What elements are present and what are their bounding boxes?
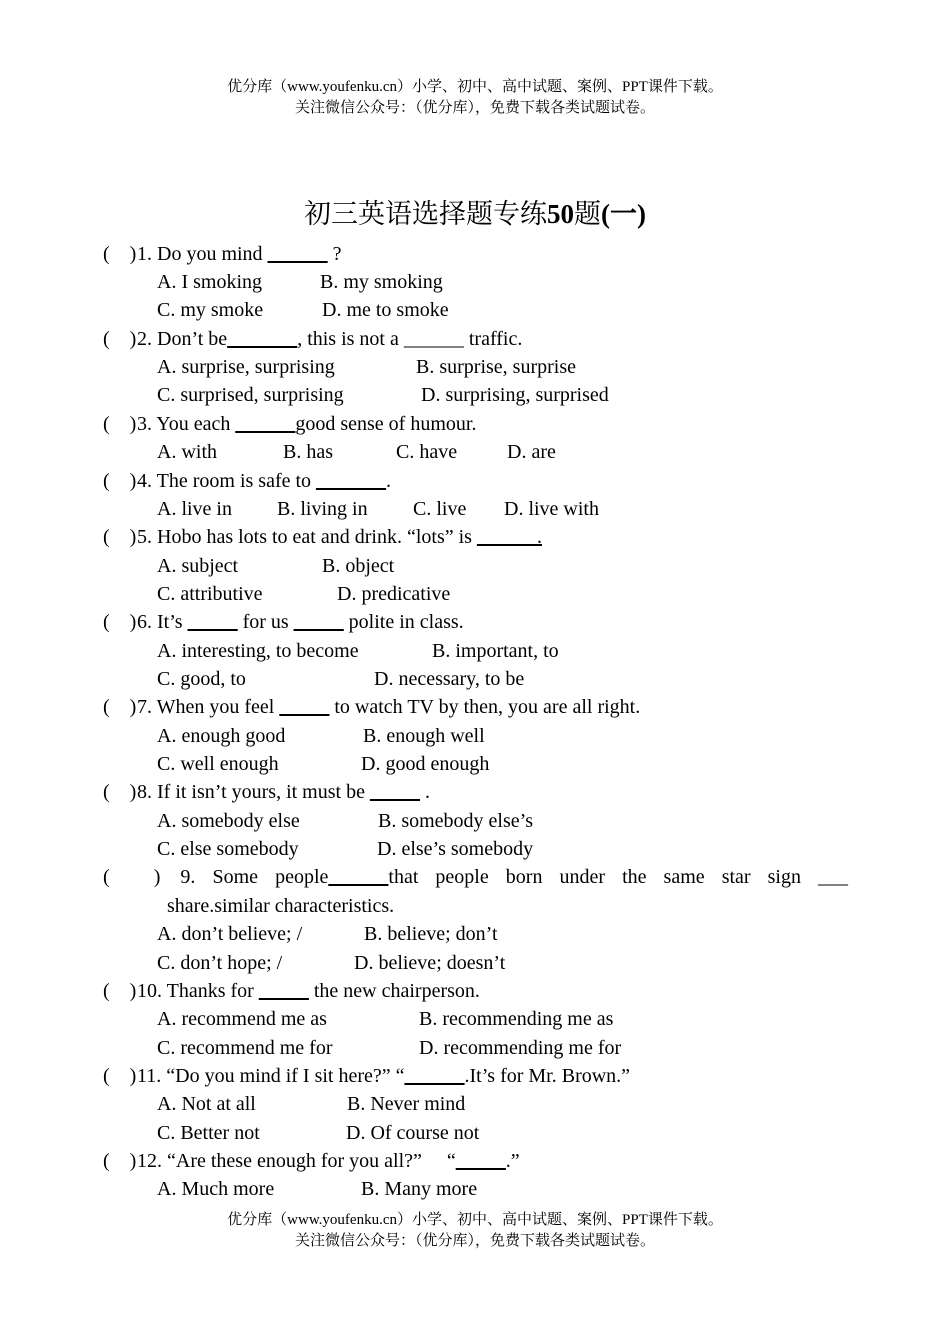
question-stem: 11. “Do you mind if I sit here?” “ — [137, 1065, 405, 1087]
question-stem-end: polite in class. — [343, 611, 464, 633]
option-c: C. good, to — [157, 668, 246, 690]
question-blank-2: _____ — [293, 611, 344, 633]
option-b: B. enough well — [363, 725, 485, 747]
option-c: C. have — [396, 441, 458, 463]
option-a: A. Not at all — [157, 1093, 256, 1115]
question-5 — [103, 523, 848, 551]
page-footer — [0, 1210, 950, 1252]
option-c: C. my smoke — [157, 299, 264, 321]
question-blank: _______ — [227, 328, 298, 350]
option-b: B. somebody else’s — [378, 810, 533, 832]
header-line-2: 关注微信公众号：（优分库），免费下载各类试题试卷。 — [294, 100, 655, 116]
question-stem: 5. Hobo has lots to eat and drink. “lots” is — [137, 526, 477, 548]
page-header — [0, 77, 950, 119]
option-d: D. recommending me for — [419, 1037, 622, 1059]
question-stem-end: , this is not a ______ traffic. — [297, 328, 523, 350]
option-c: C. don’t hope; / — [157, 952, 283, 974]
question-stem-end: that people born under the same star sign ___ — [388, 866, 848, 888]
question-9-continuation: share.similar characteristics. — [167, 895, 395, 917]
question-blank: _____ — [187, 611, 238, 633]
question-2 — [103, 325, 848, 353]
question-9 — [103, 863, 848, 891]
question-stem: 6. It’s — [137, 611, 188, 633]
question-stem: 12. “Are these enough for you all?” “ — [137, 1150, 456, 1172]
question-blank: _____ — [369, 781, 420, 803]
question-stem-end: to watch TV by then, you are all right. — [329, 696, 641, 718]
option-a: A. recommend me as — [157, 1008, 327, 1030]
answer-bracket[interactable]: ( ) — [103, 328, 137, 350]
question-stem: 7. When you feel — [137, 696, 280, 718]
question-stem-mid: for us — [237, 611, 294, 633]
option-d: D. Of course not — [346, 1122, 480, 1144]
question-4 — [103, 467, 848, 495]
option-c: C. well enough — [157, 753, 279, 775]
option-b: B. recommending me as — [419, 1008, 614, 1030]
option-a: A. with — [157, 441, 217, 463]
option-c: C. surprised, surprising — [157, 384, 344, 406]
question-blank: ______ — [235, 413, 296, 435]
option-d: D. live with — [504, 498, 599, 520]
option-d: D. good enough — [361, 753, 490, 775]
question-1 — [103, 240, 848, 268]
question-stem-end: .” — [505, 1150, 520, 1172]
option-a: A. don’t believe; / — [157, 923, 303, 945]
question-stem-end: good sense of humour. — [295, 413, 477, 435]
title-unit: 题 — [574, 199, 601, 229]
option-a: A. subject — [157, 555, 239, 577]
option-d: D. believe; doesn’t — [354, 952, 506, 974]
option-d: D. me to smoke — [322, 299, 449, 321]
option-d: D. else’s somebody — [377, 838, 534, 860]
question-blank: ______ — [267, 243, 328, 265]
option-d: D. surprising, surprised — [421, 384, 609, 406]
option-a: A. I smoking — [157, 271, 262, 293]
option-c: C. attributive — [157, 583, 263, 605]
answer-bracket[interactable]: ( ) — [103, 980, 137, 1002]
question-stem-end: the new chairperson. — [308, 980, 480, 1002]
answer-bracket[interactable]: ( ) — [103, 1065, 137, 1087]
question-stem-end: ? — [327, 243, 342, 265]
question-blank: _____ — [258, 980, 309, 1002]
page-title — [0, 192, 950, 231]
title-number: 50 — [547, 199, 574, 229]
option-b: B. surprise, surprise — [416, 356, 576, 378]
question-blank: ______. — [476, 526, 542, 548]
option-c: C. live — [413, 498, 467, 520]
answer-bracket[interactable]: ( ) — [103, 526, 137, 548]
footer-line-1: 优分库（www.youfenku.cn）小学、初中、高中试题、案例、PPT课件下载。 — [227, 1212, 723, 1228]
option-b: B. Many more — [361, 1178, 478, 1200]
title-series: (一) — [601, 199, 646, 229]
option-b: B. believe; don’t — [364, 923, 498, 945]
option-b: B. living in — [277, 498, 368, 520]
answer-bracket[interactable]: ( ) — [103, 1150, 137, 1172]
answer-bracket[interactable]: ( ) — [103, 413, 137, 435]
option-b: B. Never mind — [347, 1093, 466, 1115]
question-blank: _____ — [455, 1150, 506, 1172]
option-c: C. else somebody — [157, 838, 299, 860]
question-blank: _____ — [279, 696, 330, 718]
question-6 — [103, 608, 848, 636]
option-c: C. recommend me for — [157, 1037, 333, 1059]
question-stem: 2. Don’t be — [137, 328, 228, 350]
option-a: A. surprise, surprising — [157, 356, 335, 378]
question-11 — [103, 1062, 848, 1090]
answer-bracket[interactable]: ( ) — [103, 243, 137, 265]
header-line-1: 优分库（www.youfenku.cn）小学、初中、高中试题、案例、PPT课件下载。 — [227, 79, 723, 95]
option-a: A. live in — [157, 498, 232, 520]
question-stem-end: .It’s for Mr. Brown.” — [464, 1065, 631, 1087]
option-b: B. my smoking — [320, 271, 443, 293]
question-7 — [103, 693, 848, 721]
answer-bracket[interactable]: ( ) — [103, 781, 137, 803]
question-stem: 1. Do you mind — [137, 243, 268, 265]
option-d: D. predicative — [337, 583, 451, 605]
question-stem: 10. Thanks for — [137, 980, 259, 1002]
option-a: A. Much more — [157, 1178, 275, 1200]
option-d: D. necessary, to be — [374, 668, 525, 690]
question-stem: 8. If it isn’t yours, it must be — [137, 781, 370, 803]
question-blank: ______ — [404, 1065, 465, 1087]
option-a: A. enough good — [157, 725, 286, 747]
question-3 — [103, 410, 848, 438]
footer-line-2: 关注微信公众号：（优分库），免费下载各类试题试卷。 — [294, 1233, 655, 1249]
question-8 — [103, 778, 848, 806]
question-stem-end: . — [386, 470, 392, 492]
option-c: C. Better not — [157, 1122, 260, 1144]
option-a: A. somebody else — [157, 810, 300, 832]
question-stem: 4. The room is safe to — [137, 470, 317, 492]
answer-bracket[interactable]: ( ) — [103, 696, 137, 718]
option-b: B. object — [322, 555, 395, 577]
answer-bracket[interactable]: ( ) — [103, 470, 137, 492]
question-blank: _______ — [316, 470, 387, 492]
option-a: A. interesting, to become — [157, 640, 359, 662]
option-b: B. has — [283, 441, 333, 463]
title-text: 初三英语选择题专练 — [304, 199, 547, 229]
question-stem-end: . — [419, 781, 430, 803]
question-blank: ______ — [328, 866, 389, 888]
question-12 — [103, 1147, 848, 1175]
option-d: D. are — [507, 441, 556, 463]
answer-bracket[interactable]: ( ) — [103, 866, 161, 888]
question-stem: 9. Some people — [180, 866, 329, 888]
option-b: B. important, to — [432, 640, 559, 662]
question-stem: 3. You each — [137, 413, 236, 435]
question-10 — [103, 977, 848, 1005]
answer-bracket[interactable]: ( ) — [103, 611, 137, 633]
